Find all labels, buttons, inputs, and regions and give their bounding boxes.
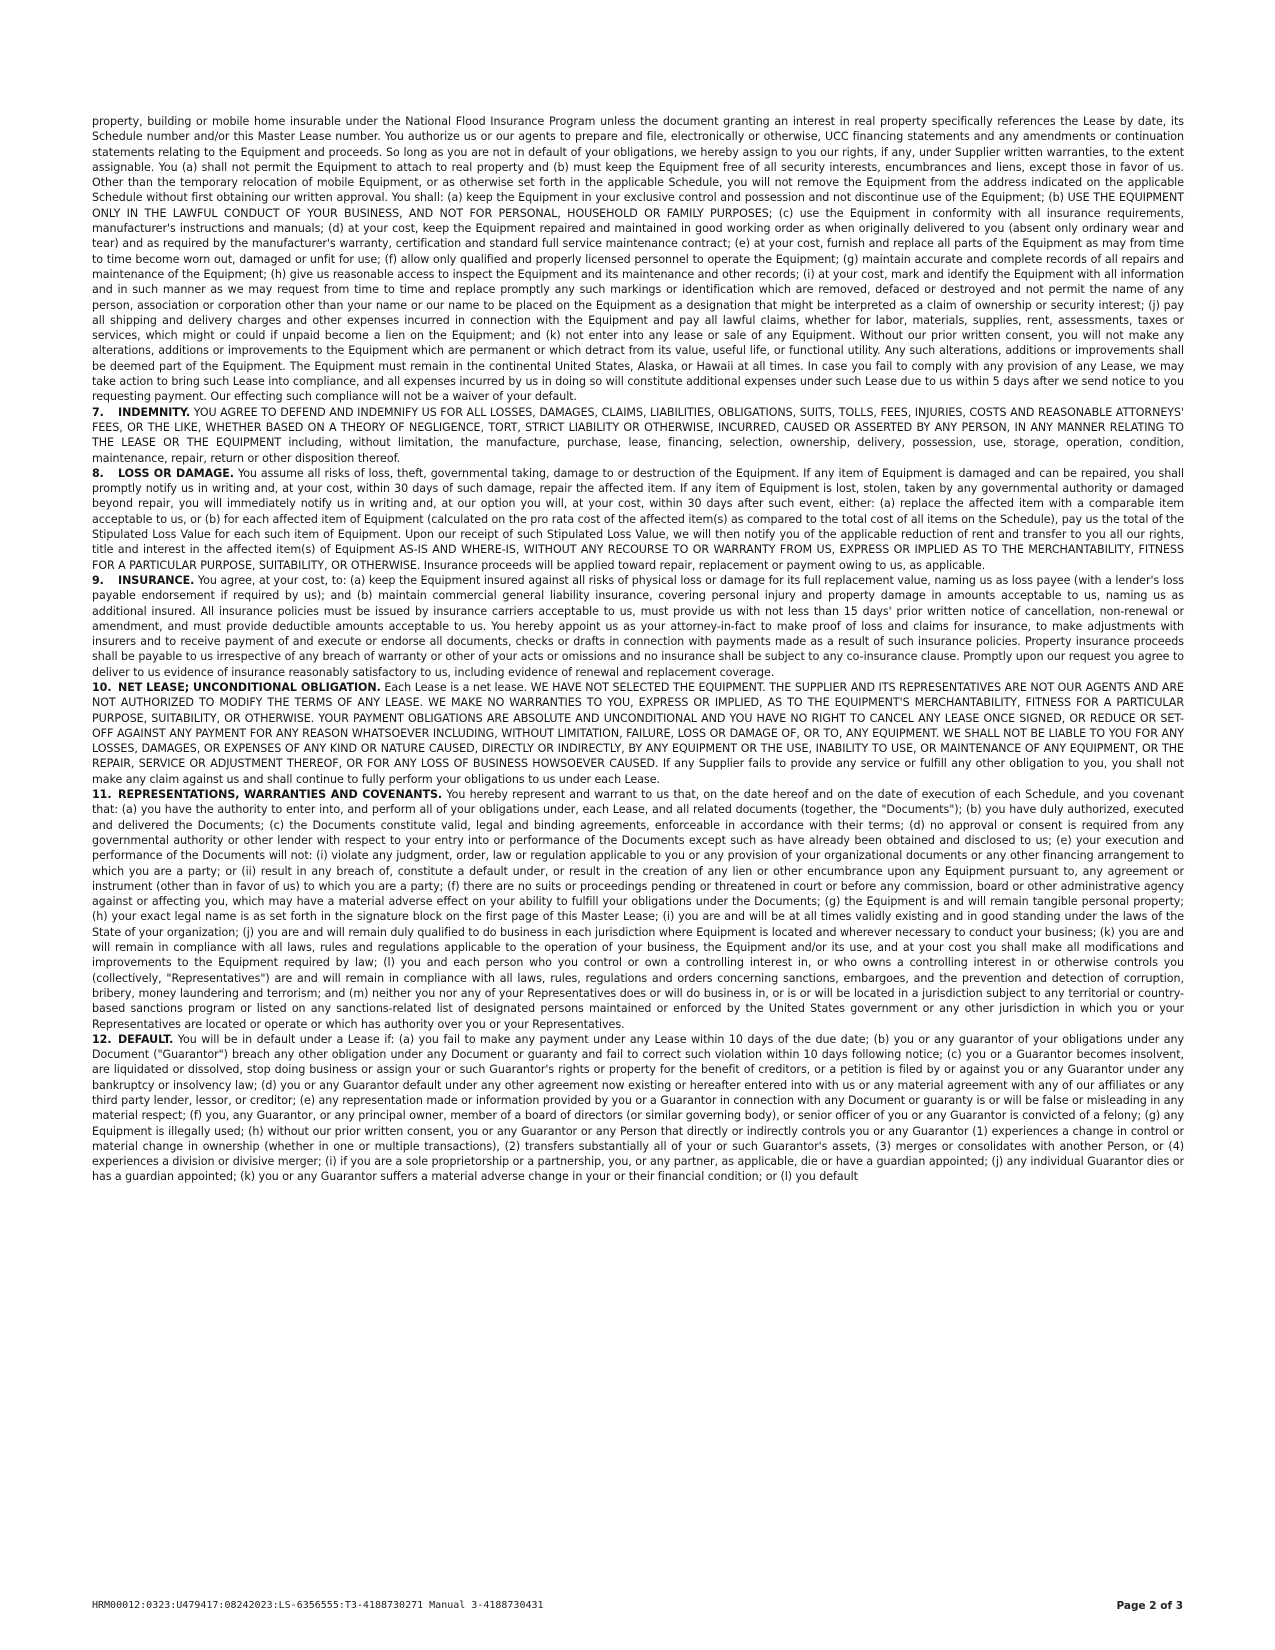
section-body: You hereby represent and warrant to us that, on the date hereof and on the date of execution of each Schedule, and you covenant that: (a) you have the authority to enter into, and perform all of your obligations under, each Lease, and all related documents (together, the "Documents"); (b) you have duly authorized, executed and delivered the Documents; (c) the Documents constitute valid, legal and binding agreements, enforceable in accordance with their terms; (d) no approval or consent is required from any governmental authority or other lender with respect to your entry into or performance of the Documents except such as have already been obtained and disclosed to us; (e) your execution and performance of the Documents will not: (i) violate any judgment, order, law or regulation applicable to you or any provision of your organizational documents or any other financing arrangement to which you are a party; or (ii) result in any breach of, constitute a default under, or result in the creation of any lien or other encumbrance upon any Equipment pursuant to, any agreement or instrument (other than in favor of us) to which you are a party; (f) there are no suits or proceedings pending or threatened in court or before any commission, board or other administrative agency against or affecting you, which may have a material adverse effect on your ability to fulfill your obligations under the Documents; (g) the Equipment is and will remain tangible personal property; (h) your exact legal name is as set forth in the signature block on the first page of this Master Lease; (i) you are and will be at all times validly existing and in good standing under the laws of the State of your organization; (j) you are and will remain duly qualified to do business in each jurisdiction where Equipment is located and wherever necessary to conduct your business; (k) you are and will remain in compliance with all laws, rules and regulations applicable to the operation of your business, the Equipment and/or its use, and at your cost you shall make all modifications and improvements to the Equipment required by law; (l) you and each person who you control or own a controlling interest in, or who owns a controlling interest in or otherwise controls you (collectively, "Representatives") are and will remain in compliance with all laws, rules, regulations and orders concerning sanctions, embargoes, and the prevention and detection of corruption, bribery, money laundering and terrorism; and (m) neither you nor any of your Representatives does or will do business in, or is or will be located in a jurisdiction subject to any territorial or country-based sanctions program or listed on any sanctions-related list of designated persons maintained or enforced by the United States government or any other jurisdiction in which you or your Representatives are located or operate or which has authority over you or your Representatives. bbox=[92, 788, 1184, 1031]
section-body: You agree, at your cost, to: (a) keep the Equipment insured against all risks of physical loss or damage for its full replacement value, naming us as loss payee (with a lender's loss payable endorsement if required by us); and (b) maintain commercial general liability insurance, covering personal injury and property damage in amounts acceptable to us, naming us as additional insured. All insurance policies must be issued by insurance carriers acceptable to us, must provide us with not less than 15 days' prior written notice of cancellation, non-renewal or amendment, and must provide deductible amounts acceptable to us. You hereby appoint us as your attorney-in-fact to make proof of loss and claims for insurance, to make adjustments with insurers and to receive payment of and execute or endorse all documents, checks or drafts in connection with payments made as a result of such insurance policies. Property insurance proceeds shall be payable to us irrespective of any breach of warranty or other of your acts or omissions and no insurance shall be subject to any co-insurance clause. Promptly upon our request you agree to deliver to us evidence of insurance reasonably satisfactory to us, including evidence of renewal and replacement coverage. bbox=[92, 573, 1184, 679]
section-number: 11. bbox=[92, 788, 112, 802]
section-heading: LOSS OR DAMAGE. bbox=[118, 466, 234, 480]
section-heading: REPRESENTATIONS, WARRANTIES AND COVENANTS. bbox=[118, 788, 443, 802]
footer-document-id: HRM00012:0323:U479417:08242023:LS-6356555:T3-4188730271 Manual 3-4188730431 bbox=[92, 1600, 544, 1611]
opening-paragraph: property, building or mobile home insurable under the National Flood Insurance Program unless the document granting an interest in real property specifically references the Lease by date, its Schedule number and/or this Master Lease number. You authorize us or our agents to prepare and file, electronically or otherwise, UCC financing statements and any amendments or continuation statements relating to the Equipment and proceeds. So long as you are not in default of your obligations, we hereby assign to you our rights, if any, under Supplier written warranties, to the extent assignable. You (a) shall not permit the Equipment to attach to real property and (b) must keep the Equipment free of all security interests, encumbrances and liens, except those in favor of us. Other than the temporary relocation of mobile Equipment, or as otherwise set forth in the applicable Schedule, you will not remove the Equipment from the address indicated on the applicable Schedule without first obtaining our written approval. You shall: (a) keep the Equipment in your exclusive control and possession and not discontinue use of the Equipment; (b) USE THE EQUIPMENT ONLY IN THE LAWFUL CONDUCT OF YOUR BUSINESS, AND NOT FOR PERSONAL, HOUSEHOLD OR FAMILY PURPOSES; (c) use the Equipment in conformity with all insurance requirements, manufacturer's instructions and manuals; (d) at your cost, keep the Equipment repaired and maintained in good working order as when originally delivered to you (absent only ordinary wear and tear) and as required by the manufacturer's warranty, certification and standard full service maintenance contract; (e) at your cost, furnish and replace all parts of the Equipment as may from time to time become worn out, damaged or unfit for use; (f) allow only qualified and properly licensed personnel to operate the Equipment; (g) maintain accurate and complete records of all repairs and maintenance of the Equipment; (h) give us reasonable access to inspect the Equipment and its maintenance and other records; (i) at your cost, mark and identify the Equipment with all information and in such manner as we may request from time to time and replace promptly any such markings or identification which are removed, defaced or destroyed and not permit the name of any person, association or corporation other than your name or our name to be placed on the Equipment as a designation that might be interpreted as a claim of ownership or security interest; (j) pay all shipping and delivery charges and other expenses incurred in connection with the Equipment and pay all lawful claims, whether for labor, materials, supplies, rent, assessments, taxes or services, which might or could if unpaid become a lien on the Equipment; and (k) not enter into any lease or sale of any Equipment. Without our prior written consent, you will not make any alterations, additions or improvements to the Equipment which are permanent or which detract from its value, useful life, or functional utility. Any such alterations, additions or improvements shall be deemed part of the Equipment. The Equipment must remain in the continental United States, Alaska, or Hawaii at all times. In case you fail to comply with any provision of any Lease, we may take action to bring such Lease into compliance, and all expenses incurred by us in doing so will constitute additional expenses under such Lease due to us within 5 days after we send notice to you requesting payment. Our effecting such compliance will not be a waiver of your default. bbox=[92, 115, 1184, 404]
section-7 bbox=[92, 405, 1184, 466]
section-number: 8. bbox=[92, 466, 104, 480]
section-heading: DEFAULT. bbox=[118, 1032, 174, 1046]
section-10 bbox=[92, 680, 1184, 787]
footer-page-number: Page 2 of 3 bbox=[1116, 1600, 1183, 1612]
section-number: 10. bbox=[92, 680, 112, 694]
section-body: Each Lease is a net lease. WE HAVE NOT SELECTED THE EQUIPMENT. THE SUPPLIER AND ITS REPRESENTATIVES ARE NOT OUR AGENTS AND ARE NOT AUTHORIZED TO MODIFY THE TERMS OF ANY LEASE. WE MAKE NO WARRANTIES TO YOU, EXPRESS OR IMPLIED, AS TO THE EQUIPMENT'S MERCHANTABILITY, FITNESS FOR A PARTICULAR PURPOSE, SUITABILITY, OR OTHERWISE. YOUR PAYMENT OBLIGATIONS ARE ABSOLUTE AND UNCONDITIONAL AND YOU HAVE NO RIGHT TO CANCEL ANY LEASE ONCE SIGNED, OR REDUCE OR SET-OFF AGAINST ANY PAYMENT FOR ANY REASON WHATSOEVER INCLUDING, WITHOUT LIMITATION, FAILURE, LOSS OR DAMAGE OF, OR TO, ANY EQUIPMENT. WE SHALL NOT BE LIABLE TO YOU FOR ANY LOSSES, DAMAGES, OR EXPENSES OF ANY KIND OR NATURE CAUSED, DIRECTLY OR INDIRECTLY, BY ANY EQUIPMENT OR THE USE, INABILITY TO USE, OR MAINTENANCE OF ANY EQUIPMENT, OR THE REPAIR, SERVICE OR ADJUSTMENT THEREOF, OR FOR ANY LOSS OF BUSINESS HOWSOEVER CAUSED. If any Supplier fails to provide any service or fulfill any other obligation to you, you shall not make any claim against us and shall continue to fully perform your obligations to us under each Lease. bbox=[92, 680, 1184, 786]
section-8 bbox=[92, 466, 1184, 573]
section-heading: INSURANCE. bbox=[118, 573, 195, 587]
section-9 bbox=[92, 573, 1184, 680]
section-number: 12. bbox=[92, 1032, 112, 1046]
section-number: 7. bbox=[92, 405, 104, 419]
section-heading: NET LEASE; UNCONDITIONAL OBLIGATION. bbox=[118, 680, 381, 694]
section-heading: INDEMNITY. bbox=[118, 405, 191, 419]
contract-body bbox=[92, 114, 1184, 1185]
section-12 bbox=[92, 1032, 1184, 1185]
section-body: You assume all risks of loss, theft, governmental taking, damage to or destruction of the Equipment. If any item of Equipment is damaged and can be repaired, you shall promptly notify us in writing and, at your cost, within 30 days of such damage, repair the affected item. If any item of Equipment is lost, stolen, taken by any governmental authority or damaged beyond repair, you will immediately notify us in writing and, at our option you will, at your cost, within 30 days after such event, either: (a) replace the affected item with a comparable item acceptable to us, or (b) for each affected item of Equipment (calculated on the pro rata cost of the affected item(s) as compared to the total cost of all items on the Schedule), pay us the total of the Stipulated Loss Value for each such item of Equipment. Upon our receipt of such Stipulated Loss Value, we will then notify you of the applicable reduction of rent and transfer to you all our rights, title and interest in the affected item(s) of Equipment AS-IS AND WHERE-IS, WITHOUT ANY RECOURSE TO OR WARRANTY FROM US, EXPRESS OR IMPLIED AS TO THE MERCHANTABILITY, FITNESS FOR A PARTICULAR PURPOSE, SUITABILITY, OR OTHERWISE. Insurance proceeds will be applied toward repair, replacement or payment owing to us, as applicable. bbox=[92, 466, 1184, 572]
section-body: You will be in default under a Lease if: (a) you fail to make any payment under any Lease within 10 days of the due date; (b) you or any guarantor of your obligations under any Document ("Guarantor") breach any other obligation under any Document or guaranty and fail to correct such violation within 10 days following notice; (c) you or a Guarantor becomes insolvent, are liquidated or dissolved, stop doing business or assign your or such Guarantor's rights or property for the benefit of creditors, or a petition is filed by or against you or any Guarantor under any bankruptcy or insolvency law; (d) you or any Guarantor default under any other agreement now existing or hereafter entered into with us or any material agreement with any of our affiliates or any third party lender, lessor, or creditor; (e) any representation made or information provided by you or a Guarantor in connection with any Document or guaranty is or will be false or misleading in any material respect; (f) you, any Guarantor, or any principal owner, member of a board of directors (or similar governing body), or senior officer of you or any Guarantor is convicted of a felony; (g) any Equipment is illegally used; (h) without our prior written consent, you or any Guarantor or any Person that directly or indirectly controls you or any Guarantor (1) experiences a change in control or material change in ownership (whether in one or multiple transactions), (2) transfers substantially all of your or such Guarantor's assets, (3) merges or consolidates with another Person, or (4) experiences a division or divisive merger; (i) if you are a sole proprietorship or a partnership, you, or any partner, as applicable, die or have a guardian appointed; (j) any individual Guarantor dies or has a guardian appointed; (k) you or any Guarantor suffers a material adverse change in your or their financial condition; or (l) you default bbox=[92, 1032, 1184, 1184]
section-11 bbox=[92, 787, 1184, 1032]
section-number: 9. bbox=[92, 573, 104, 587]
section-body: YOU AGREE TO DEFEND AND INDEMNIFY US FOR ALL LOSSES, DAMAGES, CLAIMS, LIABILITIES, OBLIGATIONS, SUITS, TOLLS, FEES, INJURIES, COSTS AND REASONABLE ATTORNEYS' FEES, OR THE LIKE, WHETHER BASED ON A THEORY OF NEGLIGENCE, TORT, STRICT LIABILITY OR OTHERWISE, INCURRED, CAUSED OR ASSERTED BY ANY PERSON, IN ANY MANNER RELATING TO THE LEASE OR THE EQUIPMENT including, without limitation, the manufacture, purchase, lease, financing, selection, ownership, delivery, possession, use, storage, operation, condition, maintenance, repair, return or other disposition thereof. bbox=[92, 405, 1184, 465]
